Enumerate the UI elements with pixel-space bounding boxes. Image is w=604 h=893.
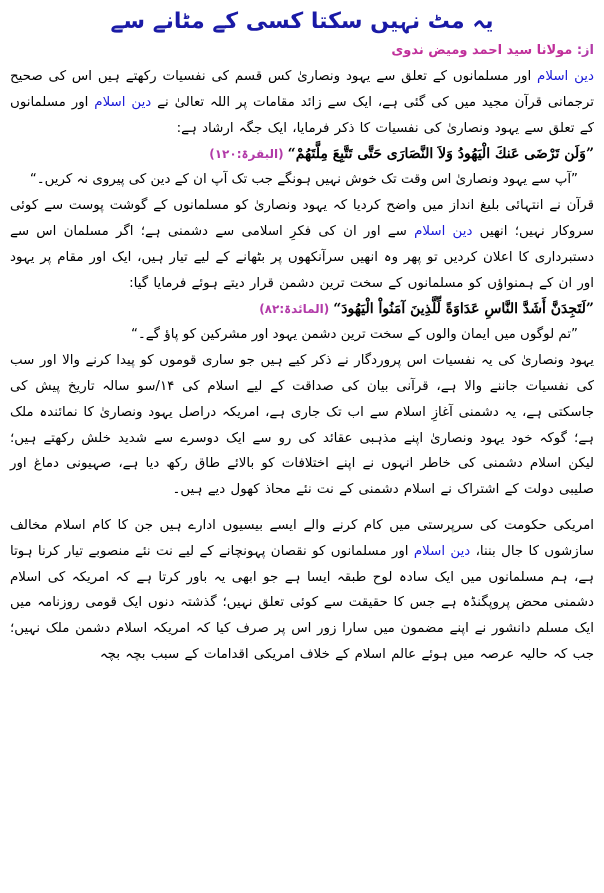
quran-verse-1 xyxy=(10,141,594,167)
verse-text: ”لَتَجِدَنَّ أَشَدَّ النَّاسِ عَدَاوَةً لِّلَّذِينَ آمَنُواْ الْيَهُودَ“ xyxy=(333,301,594,318)
quran-verse-2 xyxy=(10,296,594,322)
byline-author: مولانا سید احمد ومیض ندوی xyxy=(391,43,573,58)
paragraph-text: اور مسلمانوں کے تعلق سے یہود ونصاریٰ کس قسم کی نفسیات رکھتے ہیں اس کی صحیح ترجمانی قرآن مجید میں کی گئی ہے، ایک سے زائد مقامات پر اللہ تعالیٰ نے xyxy=(10,69,594,110)
highlight-din-islam: دین اسلام xyxy=(537,69,594,84)
paragraph-4 xyxy=(10,513,594,668)
highlight-din-islam: دین اسلام xyxy=(94,94,152,110)
verse-translation-2: ”تم لوگوں میں ایمان والوں کے سخت ترین دشمن یہود اور مشرکین کو پاؤ گے۔“ xyxy=(131,327,578,343)
paragraph-text: قرآن نے انتہائی بلیغ انداز میں واضح کردیا کہ یہود ونصاریٰ کو مسلمانوں کے گوشت پوست سے کوئی سروکار نہیں؛ انھیں xyxy=(10,198,594,239)
verse-text: ”وَلَن تَرْضَى عَنكَ الْيَهُودُ وَلاَ النَّصَارَى حَتَّى تَتَّبِعَ مِلَّتَهُمْ“ xyxy=(287,146,594,163)
byline-label: از: xyxy=(576,43,594,58)
paragraph-2 xyxy=(10,193,594,296)
paragraph-1 xyxy=(10,64,594,141)
paragraph-3: یہود ونصاریٰ کی یہ نفسیات اس پروردگار نے ذکر کیے ہیں جو ساری قوموں کو پیدا کرنے والا اور سب کی نفسیات جاننے والا ہے، قرآنی بیان کی صداقت کے لیے اسلام کی ۱۴/سو سالہ تاریخ پیش کی جاسکتی ہے، یہ دشمنی آغازِ اسلام سے اب تک جاری ہے، امریکہ دراصل یہود ونصاریٰ کا نمائندہ ملک ہے؛ گوکہ خود یہود ونصاریٰ اپنے مذہبی عقائد کی رو سے ایک دوسرے سے شدید خلش رکھتے ہیں؛ لیکن اسلام دشمنی کی خاطر انہوں نے اپنے اختلافات کو بالائے طاق رکھ دیا ہے، صہیونی دماغ اور صلیبی دولت کے اشتراک نے اسلام دشمنی کے نت نئے محاذ کھول دیے ہیں۔ xyxy=(10,353,594,498)
highlight-din-islam: دین اسلام xyxy=(414,223,473,239)
verse-reference: (المائدۃ:۸۲) xyxy=(259,302,330,317)
paragraph-text: سے اور ان کی فکرِ اسلامی سے دشمنی ہے؛ اگر مسلمان اس سے دستبرداری کا اعلان کردیں تو پھر وہ انھیں سرآنکھوں پر بٹھانے کے لیے تیار ہیں، ایک اور مقام پر یہود اور ان کے ہمنواؤں کو مسلمانوں کے سخت ترین دشمن قرار دیتے ہوئے فرمایا گیا: xyxy=(10,223,594,291)
paragraph-text: اور مسلمانوں کے تعلق سے یہود ونصاریٰ کی نفسیات کا ذکر فرمایا، ایک جگہ ارشاد ہے: xyxy=(10,94,594,136)
article-title: یہ مٹ نہیں سکتا کسی کے مٹانے سے xyxy=(110,9,494,34)
highlight-din-islam: دین اسلام xyxy=(413,543,471,559)
paragraph-text: اور مسلمانوں کو نقصان پہونچانے کے لیے نت نئے منصوبے تیار کرنا ہوتا ہے، ہم مسلمانوں میں ایک سادہ لوح طبقہ ایسا ہے جو ابھی یہ باور کرتا ہے کہ امریکہ کی اسلام دشمنی محض پروپگنڈہ ہے جس کا حقیقت سے کوئی تعلق نہیں؛ گذشتہ دنوں ایک قومی روزنامہ میں ایک مسلم دانشور نے اپنے مضمون میں سارا زور اس پر صرف کیا کہ امریکہ اسلام دشمن ملک نہیں؛ جب کہ حالیہ عرصہ میں ہوئے عالم اسلام کے خلاف امریکی اقدامات کے سبب بچہ بچہ xyxy=(10,543,594,662)
paragraph-spacer xyxy=(10,503,594,513)
byline xyxy=(10,42,594,60)
paragraph-text: امریکی حکومت کی سرپرستی میں کام کرنے والے ایسے بیسیوں ادارے ہیں جن کا کام اسلام مخالف سازشوں کا جال بننا، xyxy=(10,517,594,559)
verse-reference: (البقرۃ:۱۲۰) xyxy=(209,147,284,162)
verse-translation-1: ”آپ سے یہود ونصاریٰ اس وقت تک خوش نہیں ہونگے جب تک آپ ان کے دین کی پیروی نہ کریں۔“ xyxy=(29,172,578,188)
